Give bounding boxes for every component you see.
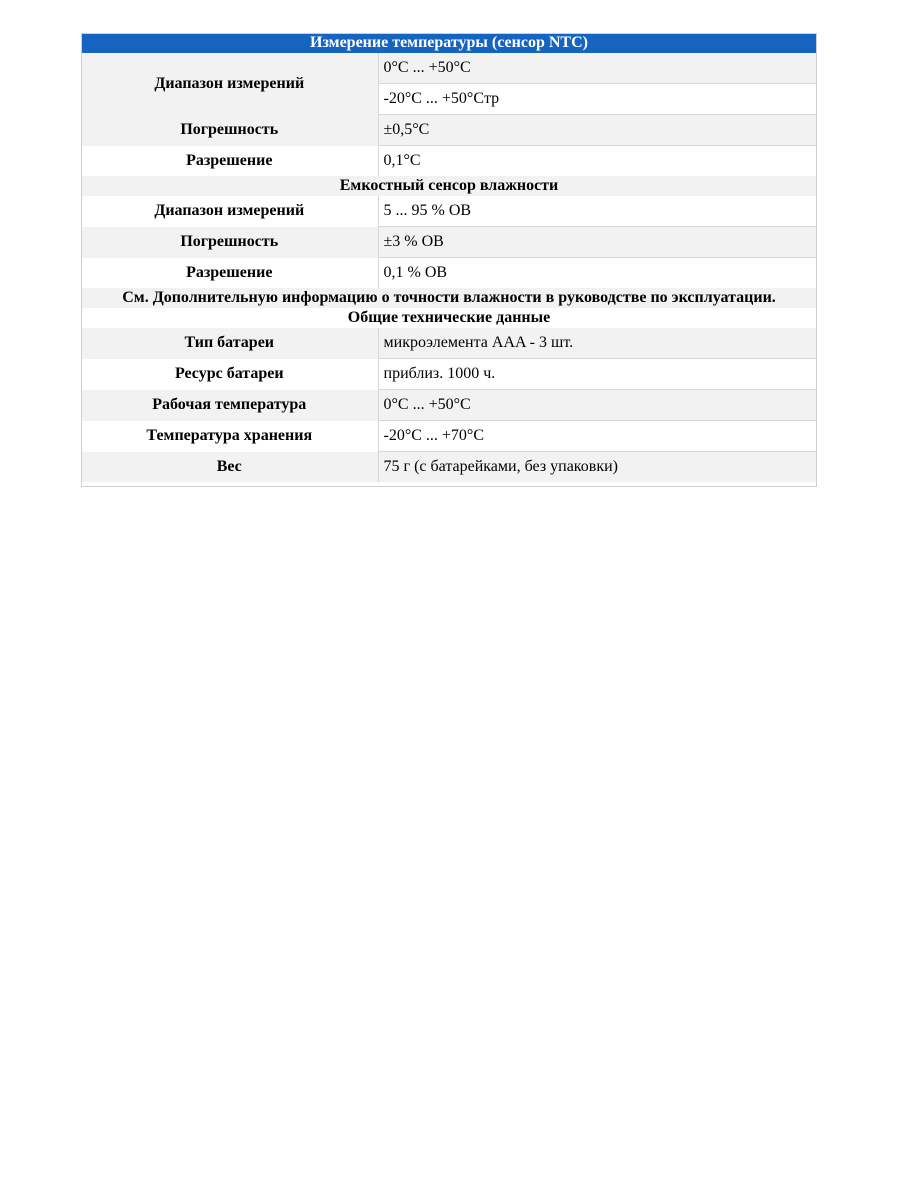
humidity-resolution-value: 0,1 % ОВ (378, 258, 817, 289)
humidity-range-label: Диапазон измерений (81, 196, 378, 227)
table-row (81, 328, 817, 359)
table-row (81, 258, 817, 289)
humidity-resolution-label: Разрешение (81, 258, 378, 289)
battery-type-label: Тип батареи (81, 328, 378, 359)
humidity-note: См. Дополнительную информацию о точности влажности в руководстве по эксплуатации. (81, 288, 817, 308)
humidity-title: Емкостный сенсор влажности (81, 176, 817, 196)
table-row (81, 390, 817, 421)
temperature-range-label: Диапазон измерений (81, 53, 378, 115)
general-title: Общие технические данные (81, 308, 817, 328)
temperature-accuracy-value: ±0,5°C (378, 115, 817, 146)
humidity-section-header (81, 176, 817, 196)
table-row (81, 452, 817, 483)
humidity-range-value: 5 ... 95 % ОВ (378, 196, 817, 227)
temperature-range-value-2: -20°C ... +50°Cтр (378, 84, 817, 115)
battery-type-value: микроэлемента AAA - 3 шт. (378, 328, 817, 359)
spec-table (81, 33, 817, 482)
temperature-accuracy-label: Погрешность (81, 115, 378, 146)
humidity-note-row (81, 288, 817, 308)
temperature-resolution-label: Разрешение (81, 146, 378, 177)
humidity-accuracy-label: Погрешность (81, 227, 378, 258)
temperature-resolution-value: 0,1°C (378, 146, 817, 177)
battery-life-value: приблиз. 1000 ч. (378, 359, 817, 390)
operating-temperature-label: Рабочая температура (81, 390, 378, 421)
table-row (81, 196, 817, 227)
general-section-header (81, 308, 817, 328)
temperature-section-header (81, 33, 817, 53)
storage-temperature-value: -20°C ... +70°C (378, 421, 817, 452)
weight-value: 75 г (с батарейками, без упаковки) (378, 452, 817, 483)
operating-temperature-value: 0°C ... +50°C (378, 390, 817, 421)
battery-life-label: Ресурс батареи (81, 359, 378, 390)
temperature-title: Измерение температуры (сенсор NTC) (81, 33, 817, 53)
table-row (81, 53, 817, 84)
table-row (81, 227, 817, 258)
temperature-range-value-1: 0°C ... +50°C (378, 53, 817, 84)
weight-label: Вес (81, 452, 378, 483)
table-row (81, 146, 817, 177)
storage-temperature-label: Температура хранения (81, 421, 378, 452)
table-row (81, 359, 817, 390)
humidity-accuracy-value: ±3 % ОВ (378, 227, 817, 258)
table-row (81, 115, 817, 146)
table-row (81, 421, 817, 452)
